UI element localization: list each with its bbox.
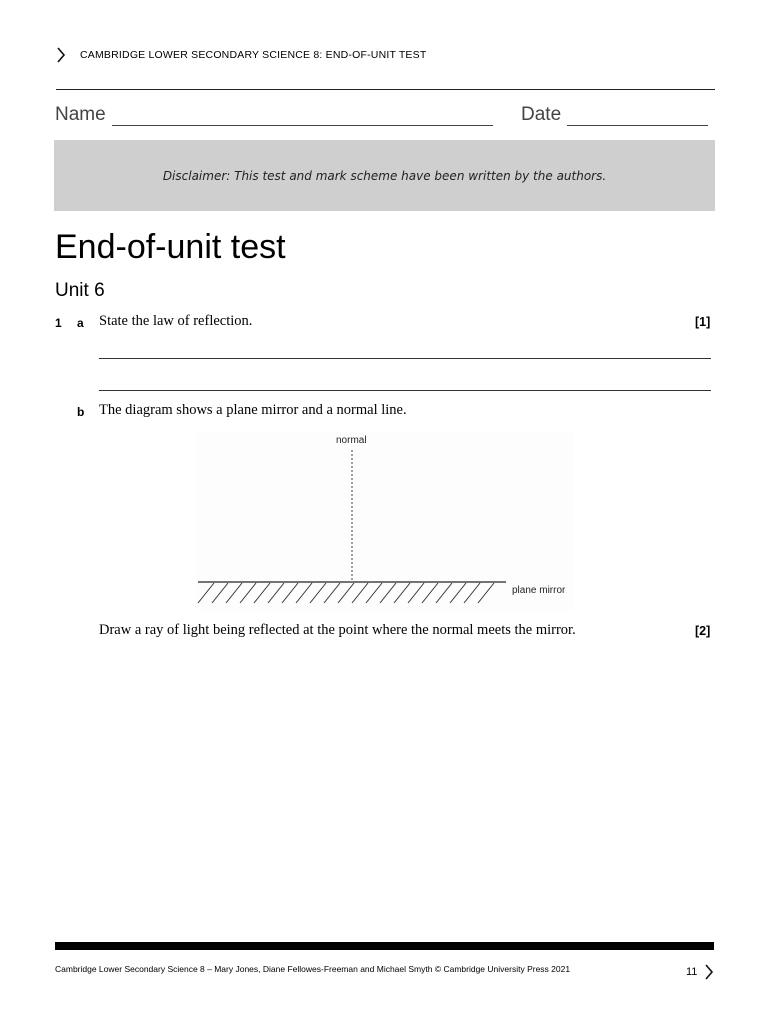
question-number: 1	[55, 316, 62, 330]
answer-line-1[interactable]	[99, 358, 711, 359]
page-number: 11	[686, 966, 698, 978]
reflection-diagram[interactable]	[196, 432, 576, 610]
question-1a-text: State the law of reflection.	[99, 313, 253, 329]
header-rule	[56, 89, 715, 90]
plane-mirror-label: plane mirror	[512, 585, 566, 596]
disclaimer-text: Disclaimer: This test and mark scheme have been written by the authors.	[162, 168, 607, 183]
footer-bar	[55, 942, 714, 950]
date-field[interactable]	[521, 104, 708, 126]
name-field[interactable]	[55, 104, 493, 126]
question-1b-instruction: Draw a ray of light being reflected at the point where the normal meets the mirror.	[99, 622, 576, 638]
part-label-b: b	[77, 405, 85, 419]
question-1b-text: The diagram shows a plane mirror and a normal line.	[99, 402, 407, 418]
normal-label: normal	[336, 435, 367, 446]
chevron-right-icon	[56, 47, 66, 63]
disclaimer-box	[54, 140, 715, 211]
question-1b-marks: [2]	[695, 624, 711, 638]
name-line[interactable]	[112, 108, 493, 126]
part-label-a: a	[77, 316, 84, 330]
running-header-title: CAMBRIDGE LOWER SECONDARY SCIENCE 8: END-OF-UNIT TEST	[80, 49, 427, 61]
question-1a-marks: [1]	[695, 315, 711, 329]
name-label: Name	[55, 104, 106, 125]
date-label: Date	[521, 104, 562, 125]
date-line[interactable]	[567, 108, 708, 126]
answer-line-2[interactable]	[99, 390, 711, 391]
unit-label: Unit 6	[55, 280, 105, 301]
footer-credit: Cambridge Lower Secondary Science 8 – Mary Jones, Diane Fellowes-Freeman and Michael Smyth © Cambridge University Press 2021	[55, 964, 571, 974]
test-title: End-of-unit test	[55, 228, 286, 266]
chevron-right-icon	[704, 964, 714, 980]
